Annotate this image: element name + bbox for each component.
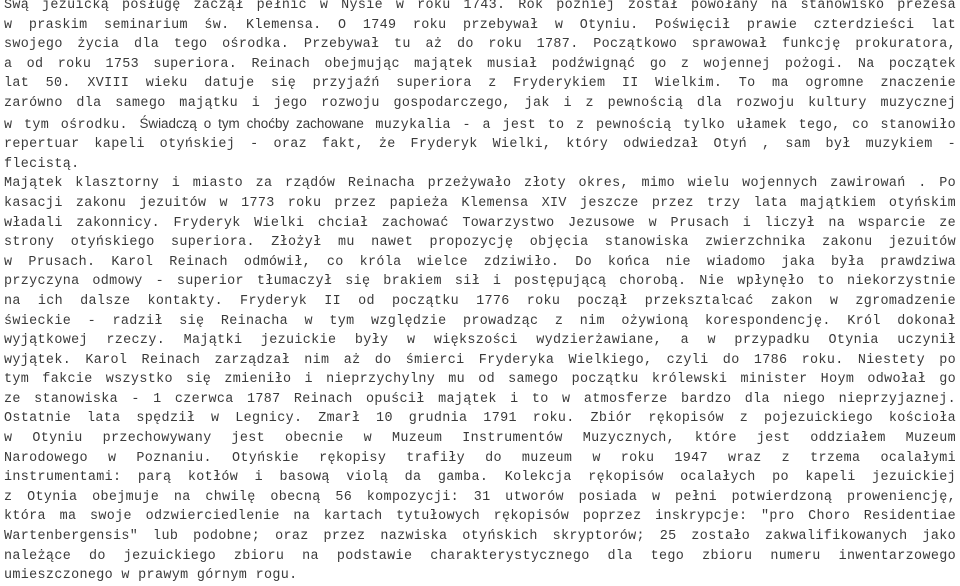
- text-line: w Prusach. Karol Reinach odmówił, co króla wielce zdziwiło. Do końca nie wiadomo jaka była prawdziwa: [4, 254, 956, 270]
- text-line: przyczyna odmowy - superior tłumaczył się brakiem sił i postępującą chorobą. Nie wpłynęło to niekorzystnie: [4, 274, 956, 290]
- text-line: a od roku 1753 superiora. Reinach obejmując majątek musiał podźwignąć go z wojennej pożogi. Na początek: [4, 56, 956, 72]
- text-line: lat 50. XVIII wieku datuje się przyjaźń superiora z Fryderykiem II Wielkim. To ma ogromne znaczenie: [4, 76, 956, 92]
- text-line: swojego życia dla tego ośrodka. Przebywał tu aż do roku 1787. Początkowo sprawował funkcję prokuratora,: [4, 37, 956, 53]
- text-line: kasacji zakonu jezuitów w 1773 roku przez papieża Klemensa XIV jeszcze przez trzy lata majątkiem otyńskim: [4, 195, 956, 211]
- text-line: strony otyńskiego superiora. Złożył mu nawet propozycję objęcia stanowiska zwierzchnika zakonu jezuitów: [4, 235, 956, 251]
- text-line: zarówno dla samego majątku i jego rozwoju gospodarczego, jak i z pewnością dla rozwoju kultury muzycznej: [4, 95, 956, 111]
- sans-fragment: Świadczą o tym choćby zachowane: [139, 115, 364, 131]
- text-line: na ich dalsze kontakty. Fryderyk II od początku 1776 roku począł przeksztaŀcać zakon w zgromadzenie: [4, 293, 956, 309]
- text-line: w Otyniu przechowywany jest obecnie w Muzeum Instrumentów Muzycznych, które jest oddziałem Muzeum: [4, 431, 956, 447]
- text-line: repertuar kapeli otyńskiej - oraz fakt, że Fryderyk Wielki, który odwiedzał Otyń , sam był muzykiem -: [4, 137, 956, 153]
- text-line: władali zakonnicy. Fryderyk Wielki chciał zachować Towarzystwo Jezusowe w Prusach i liczył na wsparcie ze: [4, 215, 956, 231]
- text-line: Ostatnie lata spędził w Legnicy. Zmarł 10 grudnia 1791 roku. Zbiór rękopisów z pojezuickiego kościoła: [4, 411, 956, 427]
- text-line: tym fakcie wszystko się zmieniło i nieprzychylny mu od samego początku królewski minister Hoym odwołał go: [4, 372, 956, 388]
- text-line: świeckie - radził się Reinacha w tym względzie prowadząc z nim ożywioną korespondencję. Król dokonał: [4, 313, 956, 329]
- text-line: która ma swoje odzwierciedlenie na kartach tytułowych rękopisów poprzez inskrypcje: "pro Choro Residentiae: [4, 509, 956, 525]
- text-line: instrumentami: parą kotłów i basową violą da gamba. Kolekcja rękopisów ocalałych po kapeli jezuickiej: [4, 470, 956, 486]
- text-line: należące do jezuickiego zbioru na podstawie charakterystycznego dla tego zbioru numeru inwentarzowego: [4, 548, 956, 564]
- text-line-mixed: [4, 114, 956, 136]
- text-line: ze stanowiska - 1 czerwca 1787 Reinach opuścił majątek i to w atmosferze bardzo dla niego nieprzyjaznej.: [4, 391, 956, 407]
- text-line: wyjątek. Karol Reinach zarządzał nim aż do śmierci Fryderyka Wielkiego, czyli do 1786 roku. Niestety po: [4, 352, 956, 368]
- text-line: z Otynia obejmuje na chwilę obecną 56 kompozycji: 31 utworów posiada w pełni potwierdzoną proweniencję,: [4, 489, 956, 505]
- text-fragment: w tym ośrodku.: [4, 117, 128, 133]
- text-line: flecistą.: [4, 156, 80, 172]
- text-line: Wartenbergensis" lub podobne; oraz przez nazwiska otyńskich skryptorów; 25 zostało zakwalifikowanych jako: [4, 529, 956, 545]
- text-line: wyjątkowej rzeczy. Majątki jezuickie były w większości wydzierżawiane, a w przypadku Otynia uczynił: [4, 333, 956, 349]
- text-fragment: muzykalia - a jest to z pewnością tylko ułamek tego, co stanowiło: [375, 117, 956, 133]
- text-line: Narodowego w Poznaniu. Otyńskie rękopisy trafiły do muzeum w roku 1947 wraz z trzema ocalałymi: [4, 450, 956, 466]
- text-line: umieszczonego w prawym górnym rogu.: [4, 568, 298, 584]
- text-line: Majątek klasztorny i miasto za rządów Reinacha przeżywało złoty okres, mimo wielu wojennych zawirowań . Po: [4, 176, 956, 192]
- text-line: Swą jezuicką posługę zaczął pełnić w Nysie w roku 1743. Rok później został powołany na stanowisko prezesa: [4, 0, 956, 13]
- text-line: w praskim seminarium św. Klemensa. O 1749 roku przebywał w Otyniu. Poświęcił prawie czterdzieści lat: [4, 17, 956, 33]
